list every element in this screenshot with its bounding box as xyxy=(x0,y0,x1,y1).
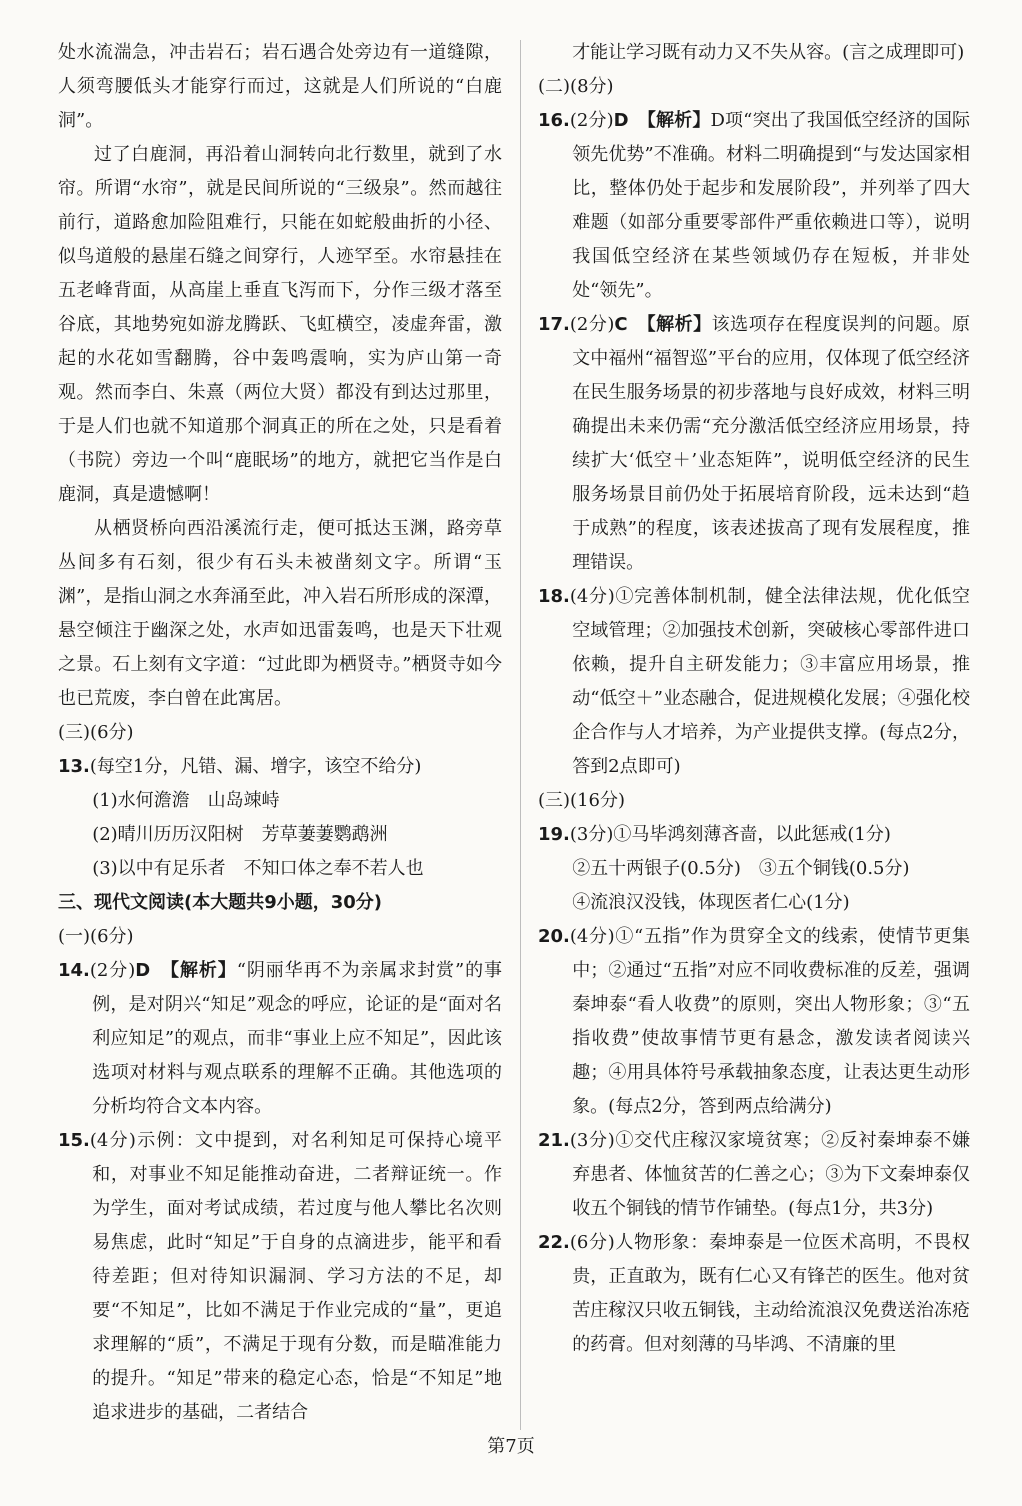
question-text: ①交代庄稼汉家境贫寒；②反衬秦坤泰不嫌弃患者、体恤贫苦的仁善之心；③为下文秦坤泰仅收五个铜钱的情节作铺垫。(每点1分，共3分) xyxy=(572,1130,970,1219)
question-text: 示例：文中提到，对名利知足可保持心境平和，对事业不知足能推动奋进，二者辩证统一。作为学生，面对考试成绩，若过度与他人攀比名次则易焦虑，此时“知足”于自身的点滴进步，能平和看待差距；但对待知识漏洞、学习方法的不足，却要“不知足”，比如不满足于作业完成的“量”，更追求理解的“质”，不满足于现有分数，而是瞄准能力的提升。“知足”带来的稳定心态，恰是“不知足”地追求进步的基础，二者结合 xyxy=(92,1130,502,1423)
question-text: ①“五指”作为贯穿全文的线索，使情节更集中；②通过“五指”对应不同收费标准的反差，强调秦坤泰“看人收费”的原则，突出人物形象；③“五指收费”使故事情节更有悬念，激发读者阅读兴趣；④用具体符号承载抽象态度，让表达更生动形象。(每点2分，答到两点给满分) xyxy=(572,926,971,1117)
section-heading: (三)(16分) xyxy=(538,790,625,811)
question-number: 18. xyxy=(538,586,570,607)
part-heading: 三、现代文阅读(本大题共9小题，30分) xyxy=(58,892,383,913)
answer-line: ①马毕鸿刻薄吝啬，以此惩戒(1分) xyxy=(613,824,891,845)
section-heading: (一)(6分) xyxy=(58,926,134,947)
question-text: “阴丽华再不为亲属求封赏”的事例，是对阴兴“知足”观念的呼应，论证的是“面对名利应知足”的观点，而非“事业上应不知足”，因此该选项对材料与观点联系的理解不正确。其他选项的分析均符合文本内容。 xyxy=(92,960,503,1117)
question-number: 13. xyxy=(58,756,90,777)
page-number: 第7页 xyxy=(487,1436,535,1457)
question-text: 该选项存在程度误判的问题。原文中福州“福智巡”平台的应用，仅体现了低空经济在民生服务场景的初步落地与良好成效，材料三明确提出未来仍需“充分激活低空经济应用场景，持续扩大‘低空＋’业态矩阵”，说明低空经济的民生服务场景目前仍处于拓展培育阶段，远未达到“趋于成熟”的程度，该表述拔高了现有发展程度，推理错误。 xyxy=(572,314,971,573)
question-score: (4分) xyxy=(89,1130,136,1151)
question-text: ①完善体制机制，健全法律法规，优化低空空域管理；②加强技术创新，突破核心零部件进口依赖，提升自主研发能力；③丰富应用场景，推动“低空＋”业态融合，促进规模化发展；④强化校企合作与人才培养，为产业提供支撑。(每点2分，答到2点即可) xyxy=(572,586,970,777)
passage-paragraph-1: 处水流湍急，冲击岩石；岩石遇合处旁边有一道缝隙，人须弯腰低头才能穿行而过，这就是人们所说的“白鹿洞”。 xyxy=(58,42,502,131)
question-15 xyxy=(58,1124,502,1430)
answer-letter: D xyxy=(613,110,629,131)
answer-continuation: 才能让学习既有动力又不失从容。(言之成理即可) xyxy=(572,42,965,63)
answer-line: ②五十两银子(0.5分) ③五个铜钱(0.5分) xyxy=(572,858,910,879)
passage-paragraph-3: 从栖贤桥向西沿溪流行走，便可抵达玉渊，路旁草丛间多有石刻，很少有石头未被凿刻文字。所谓“玉渊”，是指山洞之水奔涌至此，冲入岩石所形成的深潭，悬空倾注于幽深之处，水声如迅雷轰鸣，也是天下壮观之景。石上刻有文字道：“过此即为栖贤寺。”栖贤寺如今也已荒废，李白曾在此寓居。 xyxy=(58,518,502,709)
question-number: 19. xyxy=(538,824,570,845)
question-score: (4分) xyxy=(569,586,615,607)
answer-line: (3)以中有足乐者 不知口体之奉不若人也 xyxy=(92,858,424,879)
analysis-tag: 【解析】 xyxy=(646,314,712,335)
question-score: (3分) xyxy=(569,1130,615,1151)
question-text: 人物形象：秦坤泰是一位医术高明，不畏权贵，正直敢为，既有仁心又有锋芒的医生。他对贫苦庄稼汉只收五铜钱，主动给流浪汉免费送治冻疮的药膏。但对刻薄的马毕鸿、不清廉的里 xyxy=(572,1232,970,1355)
question-22 xyxy=(538,1226,970,1362)
question-number: 15. xyxy=(58,1130,90,1151)
question-number: 17. xyxy=(538,314,570,335)
column-divider xyxy=(520,40,521,1430)
question-number: 20. xyxy=(538,926,570,947)
question-score: (2分) xyxy=(569,110,614,131)
answer-letter: D xyxy=(135,960,151,981)
right-column xyxy=(538,36,970,1446)
answer-line: (2)晴川历历汉阳树 芳草萋萋鹦鹉洲 xyxy=(92,824,388,845)
question-number: 16. xyxy=(538,110,570,131)
answer-letter: C xyxy=(614,314,628,335)
question-number: 22. xyxy=(538,1232,570,1253)
section-heading: (二)(8分) xyxy=(538,76,614,97)
question-text: (每空1分，凡错、漏、增字，该空不给分) xyxy=(89,756,422,777)
answer-line: (1)水何澹澹 山岛竦峙 xyxy=(92,790,280,811)
question-number: 21. xyxy=(538,1130,570,1151)
section-heading: (三)(6分) xyxy=(58,722,134,743)
question-19 xyxy=(538,818,970,852)
question-text: D项“突出了我国低空经济的国际领先优势”不准确。材料二明确提到“与发达国家相比，整体仍处于起步和发展阶段”，并列举了四大难题（如部分重要零部件严重依赖进口等），说明我国低空经济在某些领域仍存在短板，并非处处“领先”。 xyxy=(572,110,971,301)
question-score: (3分) xyxy=(569,824,614,845)
question-18 xyxy=(538,580,970,784)
passage-paragraph-2: 过了白鹿洞，再沿着山洞转向北行数里，就到了水帘。所谓“水帘”，就是民间所说的“三级泉”。然而越往前行，道路愈加险阻难行，只能在如蛇般曲折的小径、似鸟道般的悬崖石缝之间穿行，人迹罕至。水帘悬挂在五老峰背面，从高崖上垂直飞泻而下，分作三级才落至谷底，其地势宛如游龙腾跃、飞虹横空，凌虚奔雷，激起的水花如雪翻腾，谷中轰鸣震响，实为庐山第一奇观。然而李白、朱熹（两位大贤）都没有到达过那里，于是人们也就不知道那个洞真正的所在之处，只是看着（书院）旁边一个叫“鹿眠场”的地方，就把它当作是白鹿洞，真是遗憾啊！ xyxy=(58,144,502,505)
question-20 xyxy=(538,920,970,1124)
question-score: (2分) xyxy=(569,314,615,335)
question-17 xyxy=(538,308,970,580)
question-14 xyxy=(58,954,502,1124)
question-score: (6分) xyxy=(569,1232,615,1253)
question-13 xyxy=(58,750,502,784)
question-16 xyxy=(538,104,970,308)
question-score: (4分) xyxy=(569,926,615,947)
analysis-tag: 【解析】 xyxy=(170,960,237,981)
question-21 xyxy=(538,1124,970,1226)
left-column xyxy=(58,36,502,1446)
analysis-tag: 【解析】 xyxy=(646,110,711,131)
question-score: (2分) xyxy=(89,960,136,981)
answer-line: ④流浪汉没钱，体现医者仁心(1分) xyxy=(572,892,850,913)
question-number: 14. xyxy=(58,960,90,981)
